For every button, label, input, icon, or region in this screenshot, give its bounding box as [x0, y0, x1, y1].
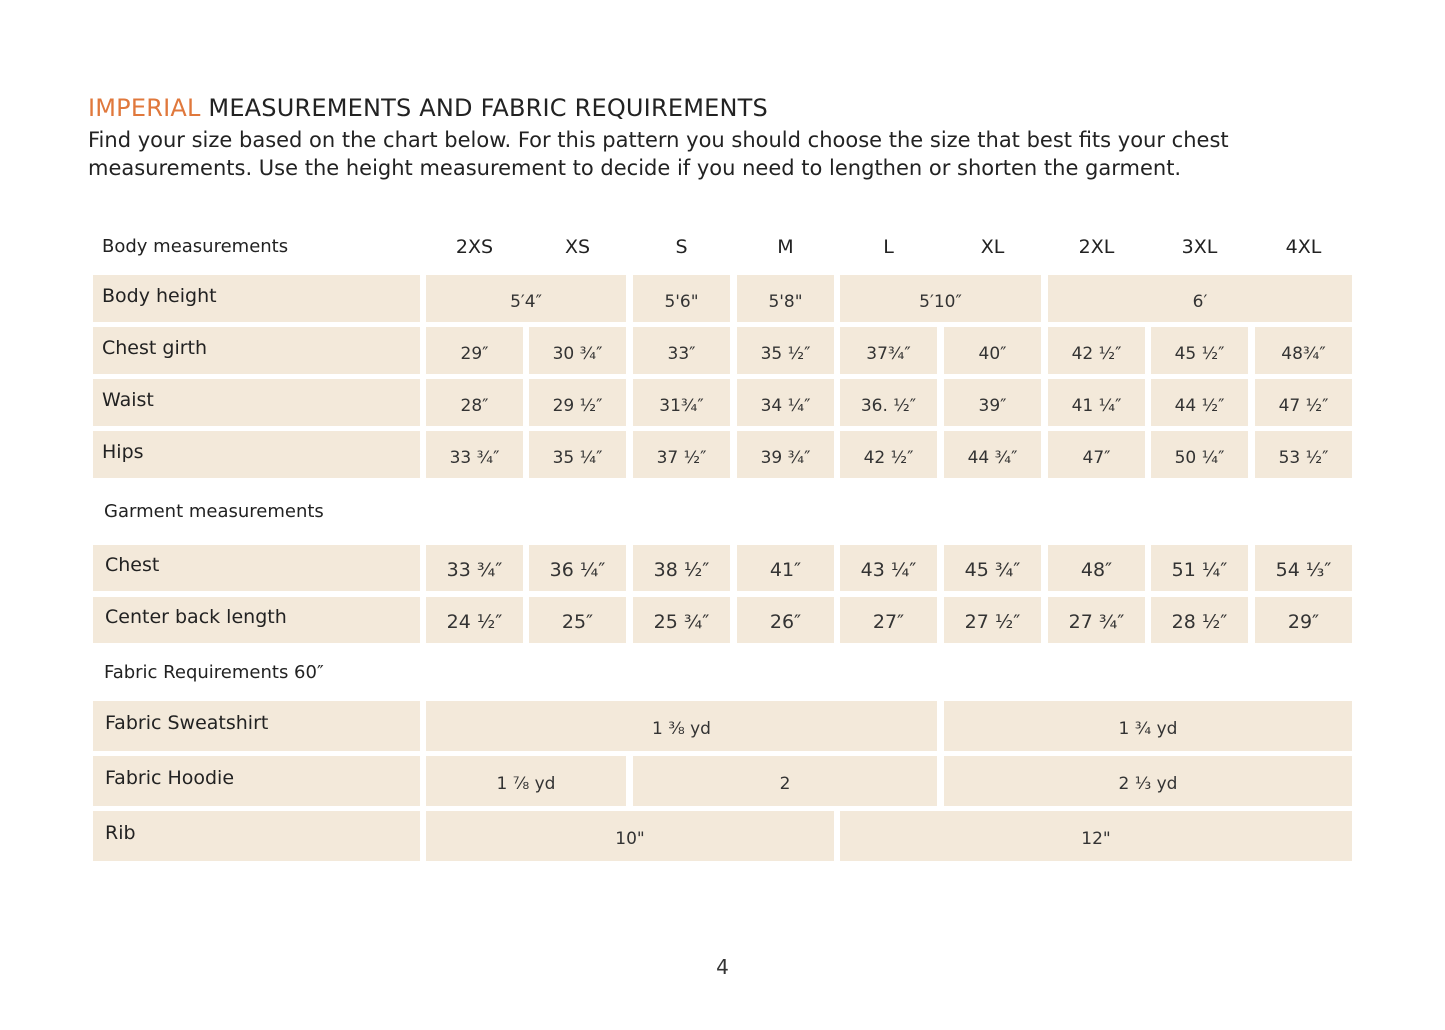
row-label-fabric-hoodie: Fabric Hoodie — [93, 756, 420, 806]
center-back-cell: 25 ¾″ — [633, 597, 730, 643]
hips-cell: 33 ¾″ — [426, 431, 523, 478]
size-header-m: M — [777, 236, 794, 258]
section-garment-measurements: Garment measurements — [104, 501, 324, 522]
waist-cell: 36. ½″ — [840, 379, 937, 426]
hips-cell: 53 ½″ — [1255, 431, 1352, 478]
section-fabric-requirements: Fabric Requirements 60″ — [104, 662, 324, 683]
fabric-hoodie-cell: 2 ⅓ yd — [944, 756, 1352, 806]
page-number: 4 — [716, 955, 729, 979]
fabric-sweatshirt-cell: 1 ¾ yd — [944, 701, 1352, 751]
size-header-s: S — [675, 236, 688, 258]
chest-cell: 43 ¼″ — [840, 545, 937, 591]
chest-girth-cell: 35 ½″ — [737, 327, 834, 374]
chest-cell: 51 ¼″ — [1151, 545, 1248, 591]
chest-cell: 33 ¾″ — [426, 545, 523, 591]
row-label-fabric-sweatshirt: Fabric Sweatshirt — [93, 701, 420, 751]
body-height-cell: 6′ — [1048, 275, 1352, 322]
body-height-cell: 5'6" — [633, 275, 730, 322]
waist-cell: 44 ½″ — [1151, 379, 1248, 426]
size-header-2xl: 2XL — [1078, 236, 1115, 258]
heading-rest: MEASUREMENTS AND FABRIC REQUIREMENTS — [200, 94, 768, 122]
body-height-cell: 5'8" — [737, 275, 834, 322]
size-header-xs: XS — [564, 236, 591, 258]
chest-girth-cell: 42 ½″ — [1048, 327, 1145, 374]
chest-girth-cell: 33″ — [633, 327, 730, 374]
rib-cell: 10" — [426, 811, 834, 861]
center-back-cell: 27″ — [840, 597, 937, 643]
size-header-3xl: 3XL — [1181, 236, 1218, 258]
hips-cell: 35 ¼″ — [529, 431, 626, 478]
chest-girth-cell: 48¾″ — [1255, 327, 1352, 374]
row-label-center-back: Center back length — [93, 597, 420, 643]
waist-cell: 39″ — [944, 379, 1041, 426]
center-back-cell: 27 ¾″ — [1048, 597, 1145, 643]
center-back-cell: 29″ — [1255, 597, 1352, 643]
chest-cell: 45 ¾″ — [944, 545, 1041, 591]
center-back-cell: 28 ½″ — [1151, 597, 1248, 643]
chest-girth-cell: 45 ½″ — [1151, 327, 1248, 374]
chest-cell: 36 ¼″ — [529, 545, 626, 591]
fabric-hoodie-cell: 2 — [633, 756, 937, 806]
center-back-cell: 27 ½″ — [944, 597, 1041, 643]
section-body-measurements: Body measurements — [102, 236, 289, 257]
size-header-xl: XL — [980, 236, 1005, 258]
waist-cell: 28″ — [426, 379, 523, 426]
size-header-l: L — [883, 236, 894, 258]
hips-cell: 50 ¼″ — [1151, 431, 1248, 478]
row-label-chest: Chest — [93, 545, 420, 591]
waist-cell: 31¾″ — [633, 379, 730, 426]
waist-cell: 41 ¼″ — [1048, 379, 1145, 426]
intro-line-2: measurements. Use the height measurement to decide if you need to lengthen or shorten the garment. — [88, 156, 1182, 180]
chest-cell: 38 ½″ — [633, 545, 730, 591]
chest-cell: 41″ — [737, 545, 834, 591]
row-label-hips: Hips — [93, 431, 420, 478]
row-label-rib: Rib — [93, 811, 420, 861]
chest-girth-cell: 37¾″ — [840, 327, 937, 374]
heading-accent: IMPERIAL — [88, 94, 201, 122]
hips-cell: 47″ — [1048, 431, 1145, 478]
center-back-cell: 26″ — [737, 597, 834, 643]
fabric-hoodie-cell: 1 ⅞ yd — [426, 756, 626, 806]
hips-cell: 42 ½″ — [840, 431, 937, 478]
body-height-cell: 5′4″ — [426, 275, 626, 322]
chest-girth-cell: 29″ — [426, 327, 523, 374]
hips-cell: 39 ¾″ — [737, 431, 834, 478]
rib-cell: 12" — [840, 811, 1352, 861]
row-label-chest-girth: Chest girth — [93, 327, 420, 374]
chest-cell: 48″ — [1048, 545, 1145, 591]
waist-cell: 29 ½″ — [529, 379, 626, 426]
waist-cell: 47 ½″ — [1255, 379, 1352, 426]
waist-cell: 34 ¼″ — [737, 379, 834, 426]
hips-cell: 37 ½″ — [633, 431, 730, 478]
chest-girth-cell: 40″ — [944, 327, 1041, 374]
center-back-cell: 24 ½″ — [426, 597, 523, 643]
chest-girth-cell: 30 ¾″ — [529, 327, 626, 374]
hips-cell: 44 ¾″ — [944, 431, 1041, 478]
size-header-2xs: 2XS — [455, 236, 494, 258]
size-header-4xl: 4XL — [1285, 236, 1322, 258]
fabric-sweatshirt-cell: 1 ⅜ yd — [426, 701, 937, 751]
chest-cell: 54 ⅓″ — [1255, 545, 1352, 591]
row-label-body-height: Body height — [93, 275, 420, 322]
body-height-cell: 5′10″ — [840, 275, 1041, 322]
row-label-waist: Waist — [93, 379, 420, 426]
intro-line-1: Find your size based on the chart below. For this pattern you should choose the size that best fits your chest — [88, 128, 1229, 152]
center-back-cell: 25″ — [529, 597, 626, 643]
